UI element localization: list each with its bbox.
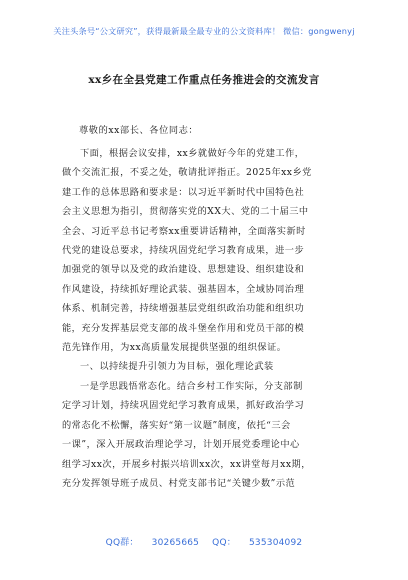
header-promo-note: 关注头条号“公文研究”，获得最新最全最专业的公文资料库！ 微信：gongwenyj [53,26,355,36]
paragraph-line: 一是学思践悟常态化。结合乡村工作实际，分支部制 [80,380,303,392]
paragraph-line: 组学习xx次，开展乡村振兴培训xx次，xx讲堂每月xx期， [62,458,311,470]
paragraph-line: 作风建设，持续抓好理论武装、强基固本，全域协同治理 [62,283,305,295]
paragraph-line: 充分发挥领导班子成员、村党支部书记“关键少数”示范 [62,477,296,489]
paragraph-line: 下面，根据会议安排，xx乡就做好今年的党建工作， [80,148,305,159]
paragraph-line: 建工作的总体思路和要求是：以习近平新时代中国特色社 [62,186,305,198]
section-heading: 一、以持续提升引领力为目标，强化理论武装 [80,361,274,373]
paragraph-line: 定学习计划，持续巩固党纪学习教育成果，抓好政治学习 [62,400,305,412]
paragraph-line: 代党的建设总要求，持续巩固党纪学习教育成果，进一步 [62,245,305,257]
paragraph-line: 加强党的领导以及党的政治建设、思想建设、组织建设和 [62,264,305,276]
paragraph-line: 体系、机制完善，持续增强基层党组织政治功能和组织功 [62,303,305,315]
paragraph-line: 全会、习近平总书记考察xx重要讲话精神，全面落实新时 [62,225,306,237]
footer-contact-note: QQ群： 30265665 QQ： 535304092 [105,538,303,548]
paragraph-line: 的常态化不松懈，落实好“第一议题”制度，依托“三会 [62,419,291,431]
paragraph-line: 范先锋作用，为xx高质量发展提供坚强的组织保证。 [62,342,287,354]
document-title: xx乡在全县党建工作重点任务推进会的交流发言 [88,74,320,86]
salutation: 尊敬的xx部长、各位同志： [79,125,199,136]
paragraph-line: 能，充分发挥基层党支部的战斗堡垒作用和党员干部的模 [62,322,305,334]
paragraph-line: 做个交流汇报，不妥之处，敬请批评指正。2025年xx乡党 [62,167,312,179]
paragraph-line: 会主义思想为指引，贯彻落实党的XX大、党的二十届三中 [62,206,309,218]
paragraph-line: 一课”，深入开展政治理论学习，计划开展党委理论中心 [62,439,300,451]
document-body [62,144,352,493]
